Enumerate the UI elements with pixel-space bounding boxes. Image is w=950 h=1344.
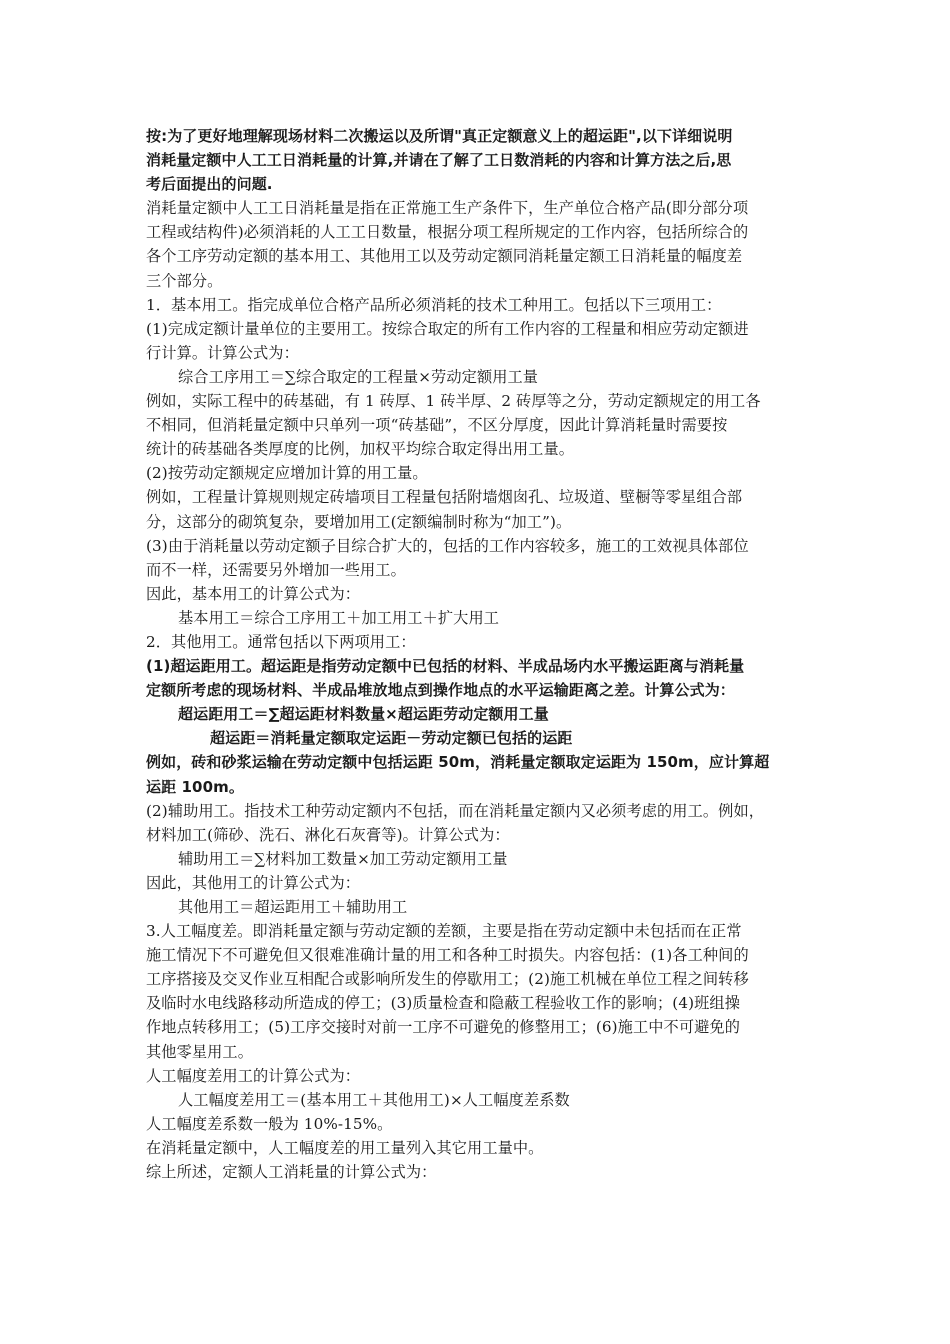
- text-line: 消耗量定额中人工工日消耗量是指在正常施工生产条件下，生产单位合格产品(即分部分项: [146, 199, 749, 218]
- text-line: (3)由于消耗量以劳动定额子目综合扩大的，包括的工作内容较多，施工的工效视具体部位: [146, 536, 749, 555]
- text-line: 工序搭接及交叉作业互相配合或影响所发生的停歇用工；(2)施工机械在单位工程之间转移: [146, 970, 749, 989]
- text-line: 消耗量定额中人工工日消耗量的计算,并请在了解了工日数消耗的内容和计算方法之后,思: [146, 151, 732, 170]
- text-line: 及临时水电线路移动所造成的停工；(3)质量检查和隐蔽工程验收工作的影响；(4)班组操: [146, 994, 740, 1013]
- text-line: 超运距用工＝∑超运距材料数量×超运距劳动定额用工量: [178, 705, 549, 724]
- text-line: (1)完成定额计量单位的主要用工。按综合取定的所有工作内容的工程量和相应劳动定额进: [146, 319, 749, 338]
- text-line: 施工情况下不可避免但又很难准确计量的用工和各种工时损失。内容包括：(1)各工种间的: [146, 946, 749, 965]
- text-line: 人工幅度差系数一般为 10%-15%。: [146, 1114, 393, 1133]
- document-page: [146, 124, 826, 1184]
- text-line: 运距 100m。: [146, 777, 244, 796]
- text-line: 行计算。计算公式为：: [146, 343, 299, 362]
- text-line: 工程或结构件)必须消耗的人工工日数量，根据分项工程所规定的工作内容，包括所综合的: [146, 223, 749, 242]
- text-line: 综合工序用工＝∑综合取定的工程量×劳动定额用工量: [178, 367, 539, 386]
- text-line: 定额所考虑的现场材料、半成品堆放地点到操作地点的水平运输距离之差。计算公式为：: [146, 681, 735, 700]
- text-line: 分，这部分的砌筑复杂，要增加用工(定额编制时称为“加工”)。: [146, 512, 572, 531]
- text-line: (2)按劳动定额规定应增加计算的用工量。: [146, 464, 428, 483]
- text-line: 3.人工幅度差。即消耗量定额与劳动定额的差额，主要是指在劳动定额中未包括而在正常: [146, 922, 742, 941]
- text-line: 因此，其他用工的计算公式为：: [146, 873, 361, 892]
- text-line: (2)辅助用工。指技术工种劳动定额内不包括，而在消耗量定额内又必须考虑的用工。例如，: [146, 801, 765, 820]
- text-line: 其他零星用工。: [146, 1042, 254, 1061]
- text-line: 综上所述，定额人工消耗量的计算公式为：: [146, 1163, 437, 1182]
- text-line: 统计的砖基础各类厚度的比例，加权平均综合取定得出用工量。: [146, 440, 575, 459]
- text-line: 不相同，但消耗量定额中只单列一项“砖基础”，不区分厚度，因此计算消耗量时需要按: [146, 416, 728, 435]
- text-line: 在消耗量定额中，人工幅度差的用工量列入其它用工量中。: [146, 1138, 544, 1157]
- text-line: 各个工序劳动定额的基本用工、其他用工以及劳动定额同消耗量定额工日消耗量的幅度差: [146, 247, 743, 266]
- text-line: 人工幅度差用工的计算公式为：: [146, 1066, 361, 1085]
- text-line: 1．基本用工。指完成单位合格产品所必须消耗的技术工种用工。包括以下三项用工：: [146, 295, 722, 314]
- text-line: 作地点转移用工；(5)工序交接时对前一工序不可避免的修整用工；(6)施工中不可避免的: [146, 1018, 740, 1037]
- text-line: 三个部分。: [146, 271, 223, 290]
- text-line: 人工幅度差用工＝(基本用工＋其他用工)×人工幅度差系数: [178, 1090, 570, 1109]
- text-line: 因此，基本用工的计算公式为：: [146, 584, 361, 603]
- text-line: 超运距＝消耗量定额取定运距－劳动定额已包括的运距: [210, 729, 573, 748]
- text-line: 其他用工＝超运距用工＋辅助用工: [178, 898, 408, 916]
- text-line: 例如，实际工程中的砖基础，有 1 砖厚、1 砖半厚、2 砖厚等之分，劳动定额规定的用工各: [146, 392, 761, 411]
- text-line: 辅助用工＝∑材料加工数量×加工劳动定额用工量: [178, 849, 508, 868]
- text-line: 考后面提出的问题.: [146, 175, 273, 194]
- text-line: 材料加工(筛砂、洗石、淋化石灰膏等)。计算公式为：: [146, 825, 510, 844]
- text-line: 例如，砖和砂浆运输在劳动定额中包括运距 50m，消耗量定额取定运距为 150m，应计算超: [146, 753, 770, 772]
- text-line: 基本用工＝综合工序用工＋加工用工＋扩大用工: [178, 608, 500, 627]
- text-line: 例如，工程量计算规则规定砖墙项目工程量包括附墙烟囱孔、垃圾道、壁橱等零星组合部: [146, 488, 743, 507]
- text-line: 2．其他用工。通常包括以下两项用工：: [146, 632, 416, 651]
- text-line: 而不一样，还需要另外增加一些用工。: [146, 560, 406, 579]
- text-line: (1)超运距用工。超运距是指劳动定额中已包括的材料、半成品场内水平搬运距离与消耗量: [146, 657, 745, 676]
- text-line: 按:为了更好地理解现场材料二次搬运以及所谓"真正定额意义上的超运距",以下详细说明: [146, 127, 733, 145]
